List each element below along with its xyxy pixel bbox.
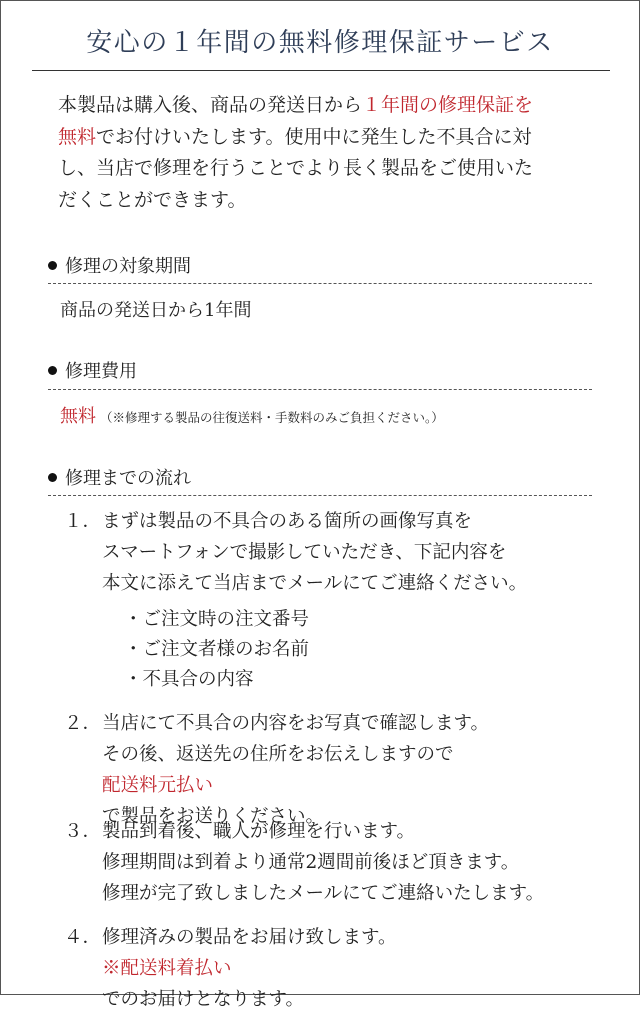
step-line: 製品到着後、職人が修理を行います。 [102,821,416,842]
intro-line-4: だくことができます。 [58,188,247,211]
section-heading-period [48,252,596,278]
step-lines [102,816,544,909]
bullet-icon [48,366,57,375]
step-text: で製品をお送りください。 [102,806,325,827]
step-lines [102,708,489,832]
bullet-icon [48,473,57,482]
step-line: 本文に添えて当店までメールにてご連絡ください。 [102,573,528,594]
list-item: ・ご注文者様のお名前 [124,639,310,660]
intro-text: 本製品は購入後、商品の発送日から [58,94,363,116]
step-line: 修理期間は到着より通常2週間前後ほど頂きます。 [102,852,520,873]
page-title: 安心の１年間の無料修理保証サービス [86,28,554,58]
highlight-text: ※配送料着払い [102,958,232,979]
list-item: ・不具合の内容 [124,669,254,690]
dashed-divider [48,283,592,284]
step-number: ４． [64,927,102,948]
bullet-icon [48,261,57,270]
intro-line-3: し、当店で修理を行うことでより長く製品をご使用いた [58,157,534,179]
section-heading-label: 修理の対象期間 [65,256,191,277]
section-heading-label: 修理費用 [65,361,137,382]
dashed-divider [48,495,592,496]
step-line: 当店にて不具合の内容をお写真で確認します。 [102,713,490,734]
step-line: その後、返送先の住所をお伝えしますので [102,744,454,765]
intro-text: でお付けいたします。使用中に発生した不具合に対 [96,125,532,148]
step-line: スマートフォンで撮影していただき、下記内容を [102,542,507,563]
fee-note: （※修理する製品の往復送料・手数料のみご負担ください。） [100,410,444,425]
step-1-subitems [124,605,309,695]
highlight-text: 配送料元払い [102,775,214,796]
fee-value: 無料 [60,406,96,427]
step-number: ２． [64,713,102,734]
fee-text [60,402,444,428]
step-number: ３． [64,821,102,842]
step-lines [102,506,527,599]
title-divider [32,70,610,71]
step-number: １． [64,511,102,532]
step-lines [102,922,397,1015]
list-item: ・ご注文時の注文番号 [124,609,310,630]
intro-highlight: 無料 [58,125,97,148]
step-line: まずは製品の不具合のある箇所の画像写真を [102,511,473,532]
section-heading-fee [48,357,596,383]
step-text: でのお届けとなります。 [102,989,305,1010]
period-text: 商品の発送日から1年間 [60,300,252,321]
step-line [102,953,397,1015]
intro-line-2 [58,122,598,154]
section-heading-flow [48,464,596,490]
dashed-divider [48,389,592,390]
step-line: 修理済みの製品をお届け致します。 [102,927,397,948]
intro-paragraph [58,90,598,216]
intro-highlight: １年間の修理保証を [362,94,534,116]
section-heading-label: 修理までの流れ [65,468,191,489]
intro-line-1 [58,90,598,122]
step-line: 修理が完了致しましたメールにてご連絡いたします。 [102,883,545,904]
